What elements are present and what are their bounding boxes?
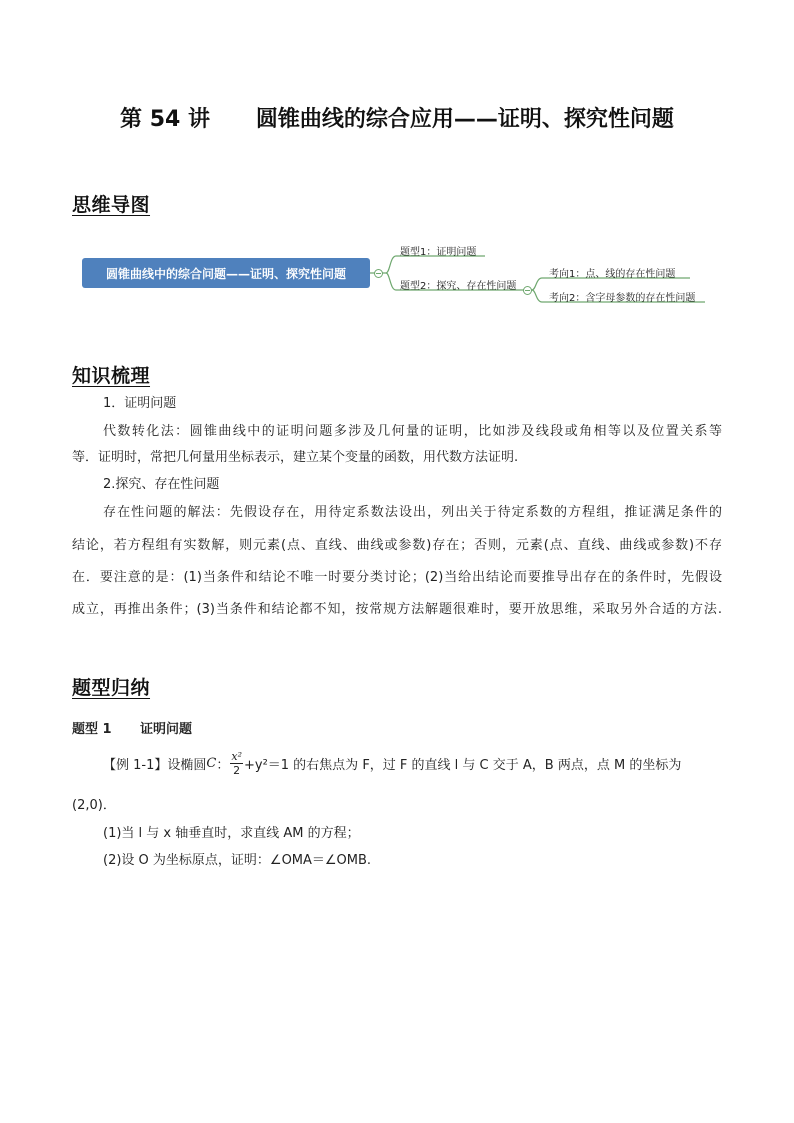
- knowledge-item2-line3: 在．要注意的是：(1)当条件和结论不唯一时要分类讨论；(2)当给出结论而要推导出存在的条件时，先假设: [72, 570, 722, 585]
- example-colon: ：: [216, 757, 230, 773]
- knowledge-item1-line1: 代数转化法：圆锥曲线中的证明问题多涉及几何量的证明，比如涉及线段或角相等以及位置关系等: [103, 424, 722, 439]
- example-prefix: 设椭圆: [167, 757, 207, 773]
- section-heading-mindmap: 思维导图: [72, 194, 151, 216]
- knowledge-item2-line1: 存在性问题的解法：先假设存在，用待定系数法设出，列出关于待定系数的方程组，推证满足条件的: [103, 505, 722, 520]
- mind-map-node-direction1: 考向1：点、线的存在性问题: [549, 269, 676, 280]
- collapse-icon[interactable]: [374, 269, 383, 278]
- collapse-icon[interactable]: [523, 286, 532, 295]
- knowledge-item2-line4: 成立，再推出条件；(3)当条件和结论都不知，按常规方法解题很难时，要开放思维，采取另外合适的方法.: [72, 602, 722, 617]
- section-heading-knowledge: 知识梳理: [72, 365, 151, 387]
- example-equation: +y²＝1 的右焦点为 F，过 F 的直线 l 与 C 交于 A，B 两点，点 M 的坐标为: [243, 757, 682, 773]
- mind-map-node-type1: 题型1：证明问题: [400, 247, 477, 258]
- knowledge-item2-title: 2.探究、存在性问题: [103, 477, 220, 492]
- fraction: [230, 750, 243, 777]
- ellipse-label: C: [206, 755, 217, 771]
- example-coordinate: (2,0)．: [72, 798, 116, 813]
- example-question-2: (2)设 O 为坐标原点，证明：∠OMA＝∠OMB.: [103, 853, 372, 868]
- type1-name: 证明问题: [140, 722, 193, 737]
- page-title: 第 54 讲 圆锥曲线的综合应用——证明、探究性问题: [120, 107, 674, 132]
- knowledge-item1-title: 1．证明问题: [103, 396, 177, 411]
- example-tag: 【例 1-1】: [103, 757, 168, 773]
- fraction-denominator: 2: [233, 763, 241, 777]
- example-question-1: (1)当 l 与 x 轴垂直时，求直线 AM 的方程；: [103, 826, 360, 841]
- fraction-numerator: x²: [231, 749, 242, 763]
- knowledge-item2-line2: 结论，若方程组有实数解，则元素(点、直线、曲线或参数)存在；否则，元素(点、直线、曲线或参数)不存: [72, 538, 722, 553]
- section-heading-types: 题型归纳: [72, 677, 151, 699]
- mind-map-node-type2: 题型2：探究、存在性问题: [400, 281, 517, 292]
- example-1-1: [103, 744, 681, 782]
- mind-map-node-direction2: 考向2：含字母参数的存在性问题: [549, 293, 696, 304]
- knowledge-item1-line2: 等．证明时，常把几何量用坐标表示，建立某个变量的函数，用代数方法证明.: [72, 450, 519, 465]
- type1-label: 题型 1: [72, 722, 112, 737]
- mind-map-root: 圆锥曲线中的综合问题——证明、探究性问题: [82, 258, 370, 288]
